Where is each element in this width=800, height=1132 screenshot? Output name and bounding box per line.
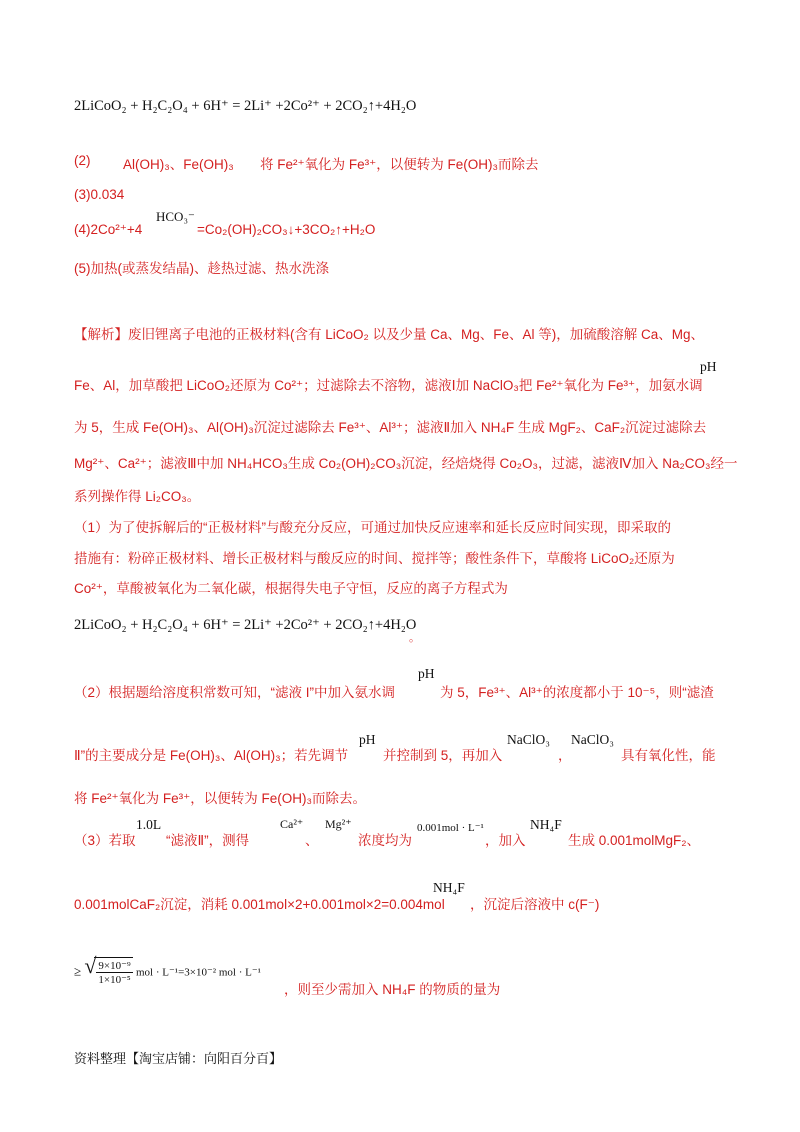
- part2-naclo3-b: NaClO₃: [571, 732, 614, 747]
- part3-line-1e: 生成 0.001molMgF₂、: [568, 833, 701, 848]
- part3-formula: [74, 953, 261, 986]
- part3-fraction: [96, 959, 132, 986]
- part3-nh4f: NH₄F: [530, 817, 562, 832]
- part1-line-2: 措施有：粉碎正极材料、增长正极材料与酸反应的时间、搅拌等；酸性条件下，草酸将 LiCoO₂还原为: [74, 551, 675, 566]
- part2-naclo3-a: NaClO₃: [507, 732, 550, 747]
- part2-ph-label-2: pH: [359, 732, 376, 747]
- part2-line-1b: 为 5，Fe³⁺、Al³⁺的浓度都小于 10⁻⁵，则“滤渣: [440, 685, 714, 700]
- part2-line-2c: 具有氧化性，能: [621, 748, 716, 763]
- answer-4-right: =Co₂(OH)₂CO₃↓+3CO₂↑+H₂O: [197, 222, 376, 237]
- answer-2-precipitates: Al(OH)₃、Fe(OH)₃: [123, 157, 234, 172]
- part3-numerator: 9×10⁻⁹: [98, 960, 131, 972]
- answer-2-number: (2): [74, 153, 91, 168]
- part2-comma: ，: [558, 748, 572, 763]
- part3-denominator: 1×10⁻⁵: [98, 974, 131, 986]
- part3-line-1b: “滤液Ⅱ”，测得: [166, 833, 250, 848]
- part3-separator: 、: [305, 833, 319, 848]
- part1-period: 。: [409, 632, 420, 644]
- part3-line-1c: 浓度均为: [358, 833, 412, 848]
- part3-line-3: ，则至少需加入 NH₄F 的物质的量为: [284, 982, 501, 997]
- analysis-line-5: 系列操作得 Li₂CO₃。: [74, 489, 201, 504]
- sqrt-bar: [94, 957, 132, 958]
- part2-ph-label: pH: [418, 666, 435, 681]
- part1-line-1: （1）为了使拆解后的“正极材料”与酸充分反应，可通过加快反应速率和延长反应时间实现，即采取的: [74, 520, 671, 535]
- part1-line-3: Co²⁺，草酸被氧化为二氧化碳，根据得失电子守恒，反应的离子方程式为: [74, 581, 508, 596]
- answer-2-reason: 将 Fe²⁺氧化为 Fe³⁺，以便转为 Fe(OH)₃而除去: [260, 157, 539, 172]
- part3-sqrt: [84, 953, 132, 986]
- answer-1-equation: 2LiCoO₂ + H₂C₂O₄ + 6H⁺ = 2Li⁺ +2Co²⁺ + 2CO₂↑+4H₂O: [74, 98, 417, 114]
- sqrt-icon: √: [84, 953, 97, 978]
- part2-line-3: 将 Fe²⁺氧化为 Fe³⁺，以便转为 Fe(OH)₃而除去。: [74, 791, 366, 806]
- analysis-line-1: 【解析】废旧锂离子电池的正极材料(含有 LiCoO₂ 以及少量 Ca、Mg、Fe、Al 等)，加硫酸溶解 Ca、Mg、: [74, 327, 705, 342]
- analysis-line-4: Mg²⁺、Ca²⁺；滤液Ⅲ中加 NH₄HCO₃生成 Co₂(OH)₂CO₃沉淀，经焙烧得 Co₂O₃，过滤，滤液Ⅳ加入 Na₂CO₃经一: [74, 456, 738, 471]
- part3-result: mol · L⁻¹=3×10⁻² mol · L⁻¹: [136, 966, 261, 979]
- part2-line-2a: Ⅱ”的主要成分是 Fe(OH)₃、Al(OH)₃；若先调节: [74, 748, 349, 763]
- answer-3: (3)0.034: [74, 187, 125, 202]
- part3-nh4f-2: NH₄F: [433, 880, 465, 895]
- answer-4-hco3: HCO₃⁻: [156, 209, 195, 224]
- part3-ca-ion: Ca²⁺: [280, 817, 304, 831]
- part1-equation: 2LiCoO₂ + H₂C₂O₄ + 6H⁺ = 2Li⁺ +2Co²⁺ + 2CO₂↑+4H₂O: [74, 617, 417, 633]
- analysis-ph-label: pH: [700, 359, 717, 374]
- answer-5: (5)加热(或蒸发结晶)、趁热过滤、热水洗涤: [74, 261, 329, 276]
- part3-volume: 1.0L: [136, 817, 162, 832]
- part3-mg-ion: Mg²⁺: [325, 817, 352, 831]
- analysis-line-3: 为 5，生成 Fe(OH)₃、Al(OH)₃沉淀过滤除去 Fe³⁺、Al³⁺；滤液Ⅱ加入 NH₄F 生成 MgF₂、CaF₂沉淀过滤除去: [74, 420, 707, 435]
- part3-concentration: 0.001mol · L⁻¹: [417, 822, 484, 834]
- part3-line-1d: ，加入: [485, 833, 526, 848]
- answer-4-left: (4)2Co²⁺+4: [74, 222, 143, 237]
- page-footer: 资料整理【淘宝店铺：向阳百分百】: [74, 1051, 283, 1066]
- part2-line-2b: 并控制到 5，再加入: [383, 748, 503, 763]
- analysis-line-2: Fe、Al，加草酸把 LiCoO₂还原为 Co²⁺；过滤除去不溶物，滤液Ⅰ加 NaClO₃把 Fe²⁺氧化为 Fe³⁺，加氨水调: [74, 378, 703, 393]
- part3-ge-sign: ≥: [74, 963, 82, 979]
- part2-line-1a: （2）根据题给溶度积常数可知，“滤液 I”中加入氨水调: [74, 685, 396, 700]
- part3-line-2b: ，沉淀后溶液中 c(F⁻): [470, 897, 600, 912]
- part3-line-2a: 0.001molCaF₂沉淀，消耗 0.001mol×2+0.001mol×2=0.004mol: [74, 897, 445, 912]
- part3-line-1a: （3）若取: [74, 833, 136, 848]
